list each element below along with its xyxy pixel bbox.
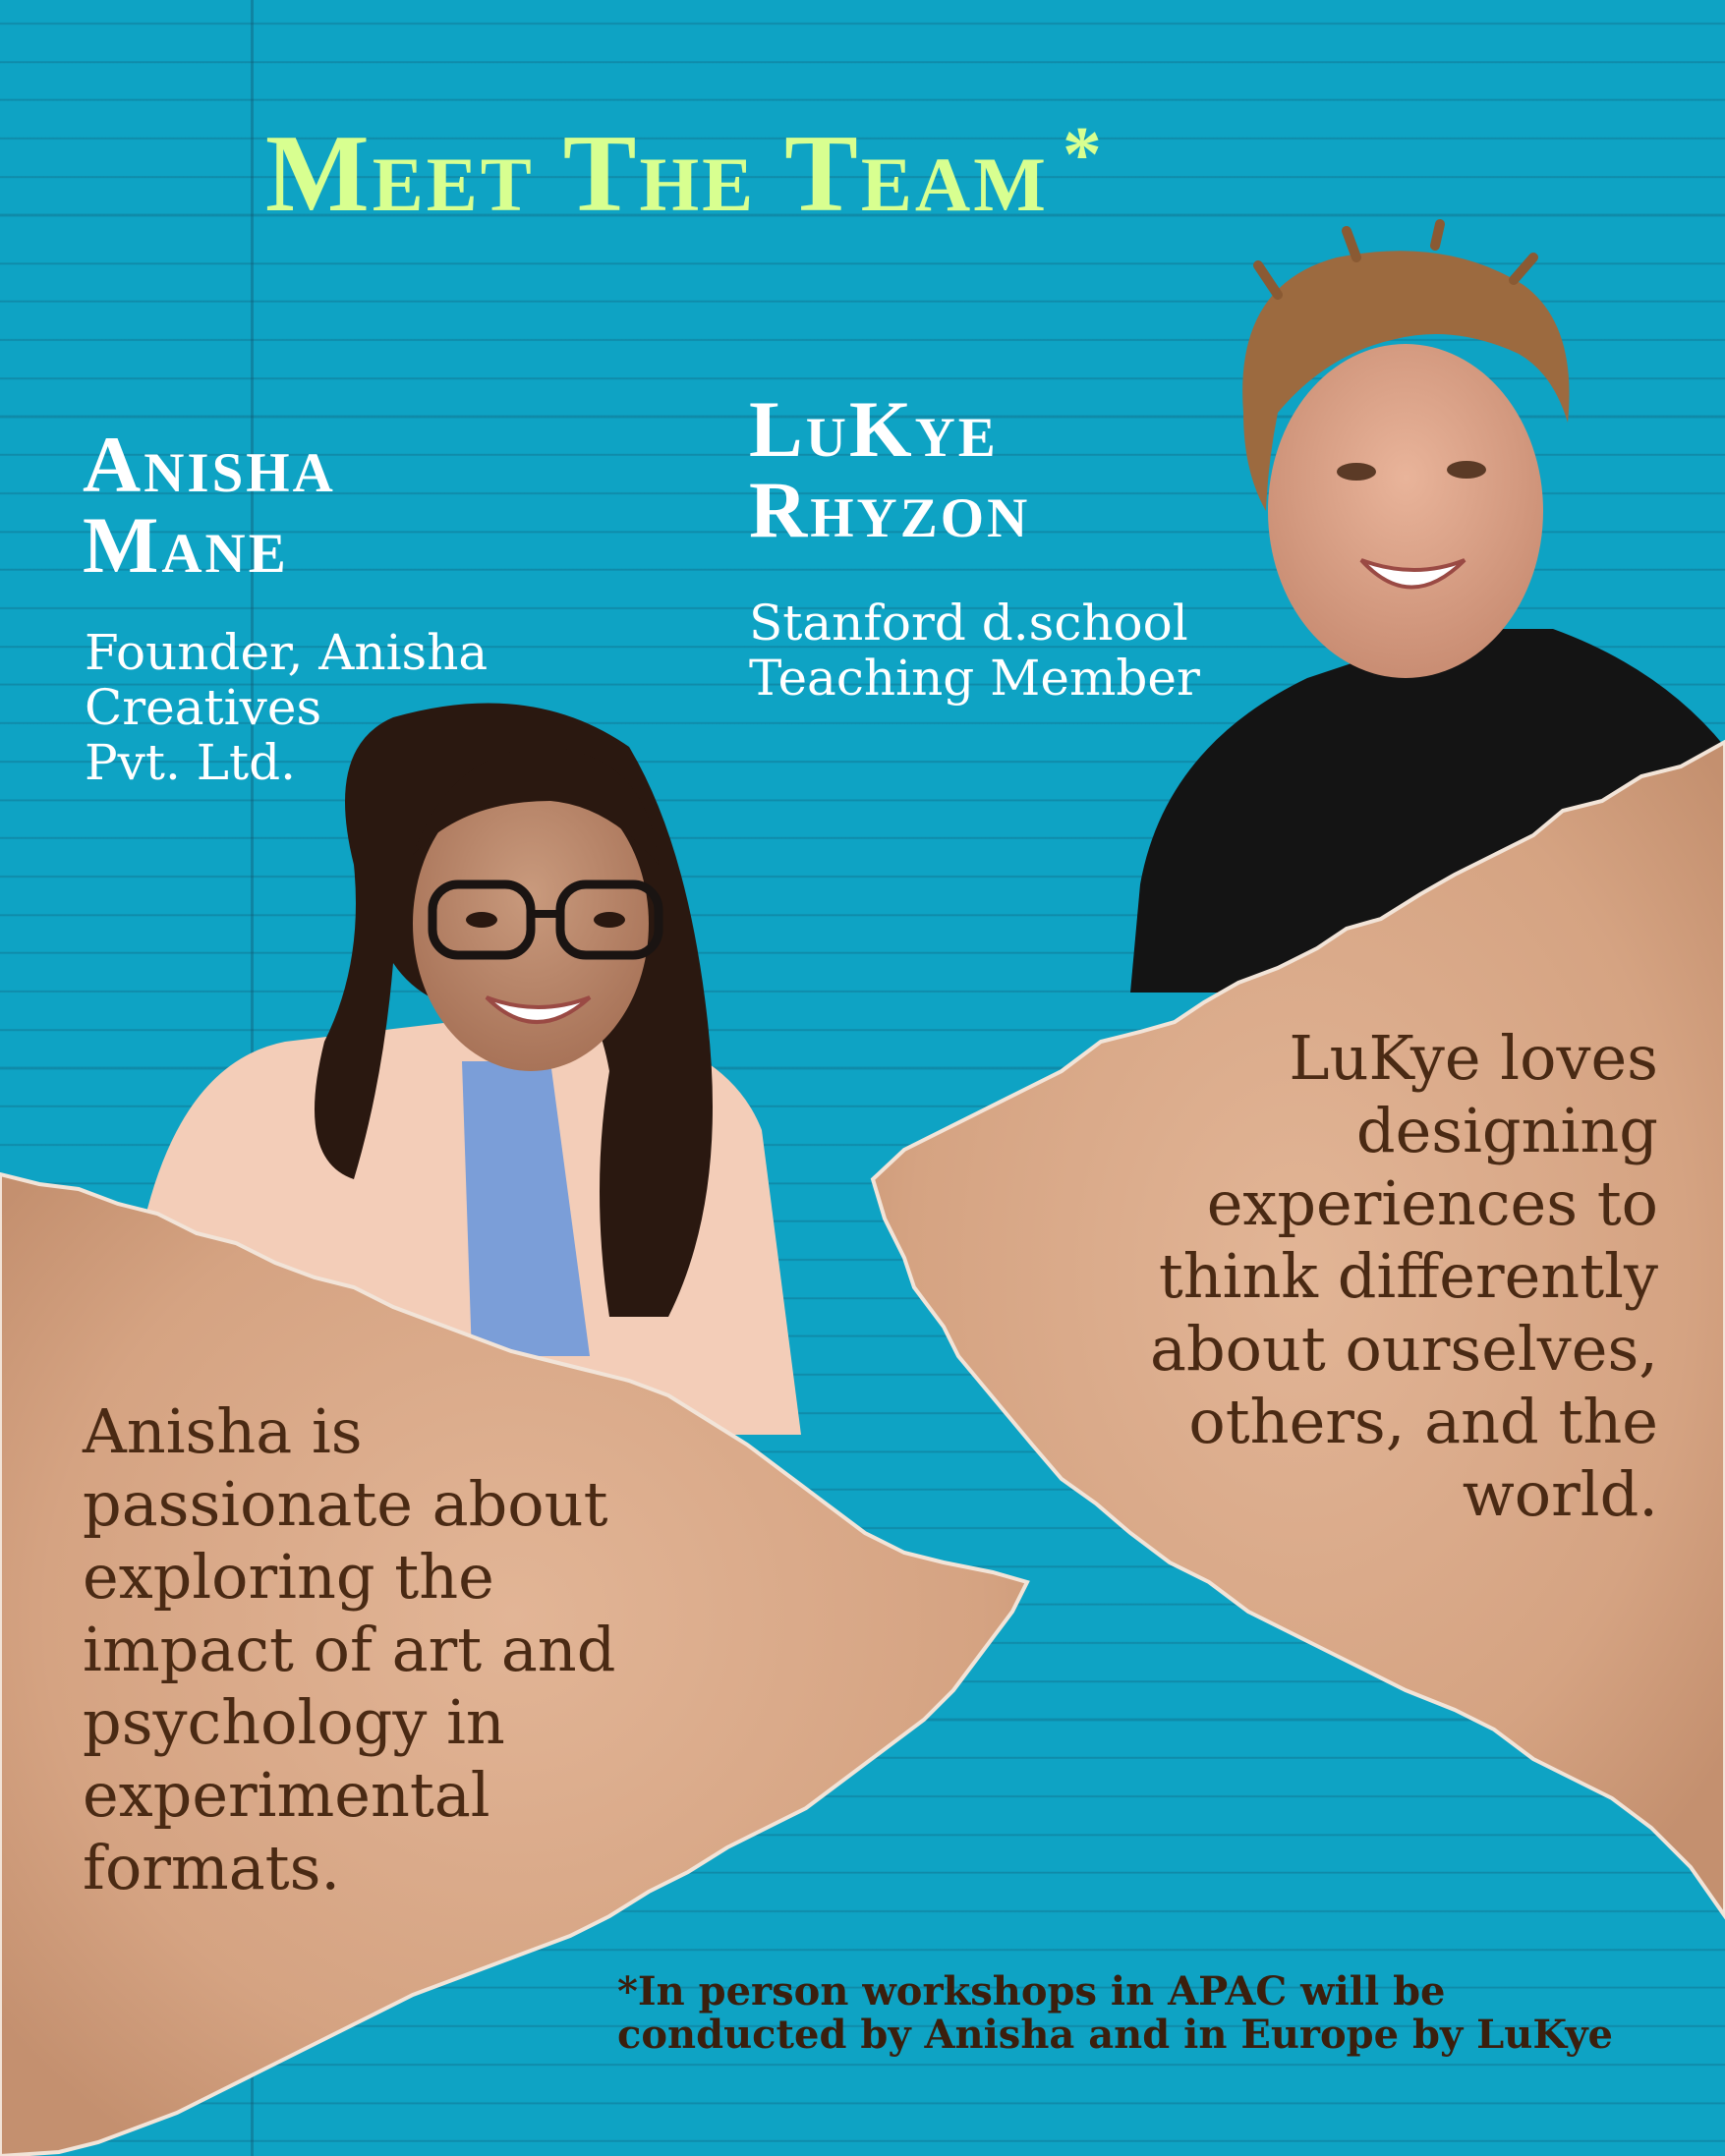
anisha-bio-line: Anisha is (83, 1395, 363, 1467)
lukye-name-line2: Rhyzon (749, 465, 1031, 554)
anisha-role-line: Founder, Anisha (85, 624, 489, 681)
anisha-name (83, 420, 336, 590)
lukye-bio-line: experiences to (1206, 1167, 1658, 1239)
title-text: Meet The Team (265, 113, 1049, 235)
anisha-name-line2: Mane (83, 500, 289, 590)
lukye-bio-line: others, and the (1188, 1386, 1658, 1457)
anisha-bio-line: psychology in (83, 1686, 505, 1758)
anisha-role-line: Pvt. Ltd. (85, 734, 296, 791)
anisha-bio-line: passionate about (83, 1468, 608, 1540)
anisha-bio (83, 1395, 615, 1904)
anisha-name-line1: Anisha (83, 420, 336, 509)
page-title (265, 112, 1105, 235)
lukye-role-line: Teaching Member (749, 650, 1200, 707)
anisha-role-line: Creatives (85, 679, 322, 736)
anisha-bio-line: experimental (83, 1759, 490, 1831)
footnote-line2: conducted by Anisha and in Europe by LuKye (617, 2012, 1614, 2058)
lukye-bio-line: world. (1462, 1458, 1658, 1530)
footnote-line1: *In person workshops in APAC will be (617, 1968, 1446, 2014)
lukye-bio-line: think differently (1158, 1240, 1658, 1312)
lukye-bio-line: about ourselves, (1149, 1313, 1658, 1385)
anisha-bio-line: exploring the (83, 1541, 494, 1613)
lukye-name-line1: LuKye (749, 384, 999, 474)
title-asterisk: * (1062, 112, 1105, 199)
lukye-role-line: Stanford d.school (749, 595, 1188, 652)
lukye-name (749, 384, 1031, 554)
lukye-bio-line: designing (1355, 1095, 1658, 1166)
anisha-role (85, 625, 488, 790)
lukye-bio-line: LuKye loves (1289, 1022, 1658, 1094)
anisha-bio-line: formats. (83, 1832, 341, 1903)
anisha-bio-line: impact of art and (83, 1614, 616, 1685)
footnote (617, 1970, 1613, 2057)
lukye-role (749, 596, 1200, 706)
lukye-bio (1150, 1022, 1658, 1531)
